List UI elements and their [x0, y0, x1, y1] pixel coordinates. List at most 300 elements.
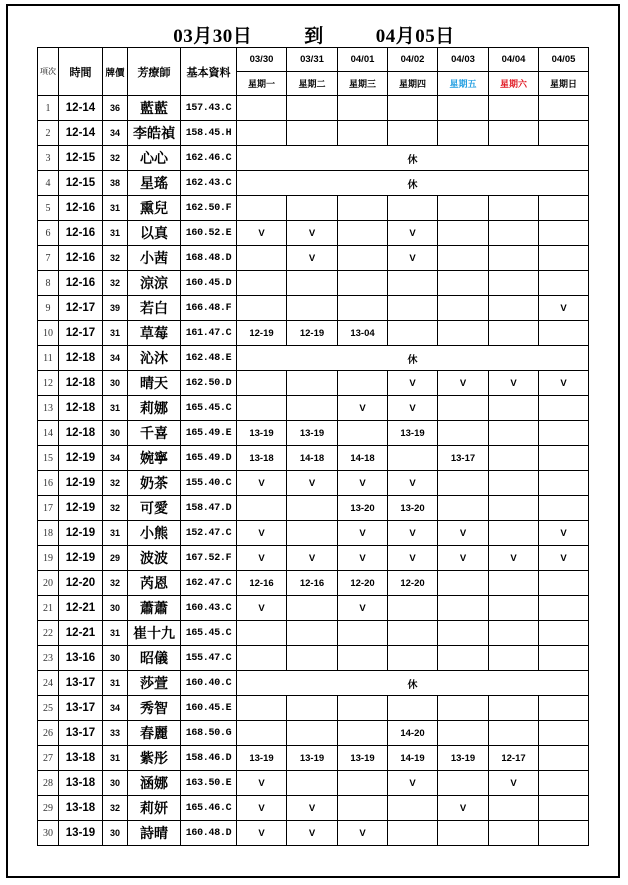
row-index: 2 — [38, 121, 59, 146]
schedule-cell[interactable] — [237, 496, 287, 521]
schedule-cell[interactable] — [539, 396, 589, 421]
schedule-cell[interactable]: V — [438, 546, 489, 571]
row-time: 12-18 — [59, 346, 103, 371]
schedule-cell[interactable] — [438, 696, 489, 721]
row-index: 16 — [38, 471, 59, 496]
header-index: 項次 — [38, 48, 59, 96]
schedule-cell[interactable] — [237, 371, 287, 396]
row-time: 12-19 — [59, 471, 103, 496]
schedule-cell[interactable]: V — [388, 546, 438, 571]
schedule-cell[interactable] — [438, 571, 489, 596]
row-basic-info: 165.45.C — [181, 396, 237, 421]
day-off-cell: 休 — [237, 346, 589, 371]
schedule-cell[interactable]: V — [338, 396, 388, 421]
row-basic-info: 165.45.C — [181, 621, 237, 646]
schedule-cell[interactable] — [338, 296, 388, 321]
header-therapist: 芳療師 — [128, 48, 181, 96]
schedule-cell[interactable]: 12-16 — [237, 571, 287, 596]
row-price: 31 — [103, 746, 128, 771]
schedule-cell[interactable] — [539, 121, 589, 146]
row-index: 17 — [38, 496, 59, 521]
row-price: 34 — [103, 696, 128, 721]
row-therapist-name: 莉妍 — [128, 796, 181, 821]
schedule-cell[interactable] — [237, 96, 287, 121]
row-time: 12-18 — [59, 396, 103, 421]
schedule-cell[interactable]: 14-20 — [388, 721, 438, 746]
schedule-cell[interactable] — [388, 596, 438, 621]
row-basic-info: 161.47.C — [181, 321, 237, 346]
schedule-cell[interactable] — [287, 496, 338, 521]
row-price: 31 — [103, 196, 128, 221]
schedule-cell[interactable] — [338, 696, 388, 721]
schedule-cell[interactable] — [438, 421, 489, 446]
row-index: 3 — [38, 146, 59, 171]
row-basic-info: 157.43.C — [181, 96, 237, 121]
row-price: 31 — [103, 621, 128, 646]
schedule-cell[interactable] — [489, 596, 539, 621]
schedule-cell[interactable] — [438, 121, 489, 146]
row-index: 25 — [38, 696, 59, 721]
schedule-cell[interactable]: V — [438, 371, 489, 396]
schedule-cell[interactable]: V — [287, 221, 338, 246]
table-row — [38, 771, 589, 796]
row-price: 29 — [103, 546, 128, 571]
schedule-cell[interactable] — [338, 96, 388, 121]
row-basic-info: 160.43.C — [181, 596, 237, 621]
schedule-cell[interactable] — [489, 196, 539, 221]
row-basic-info: 162.50.F — [181, 196, 237, 221]
row-basic-info: 168.48.D — [181, 246, 237, 271]
schedule-cell[interactable] — [388, 321, 438, 346]
schedule-cell[interactable] — [287, 371, 338, 396]
schedule-cell[interactable] — [287, 721, 338, 746]
row-therapist-name: 以真 — [128, 221, 181, 246]
schedule-cell[interactable] — [237, 271, 287, 296]
row-therapist-name: 崔十九 — [128, 621, 181, 646]
schedule-cell[interactable] — [539, 446, 589, 471]
schedule-cell[interactable]: V — [237, 596, 287, 621]
schedule-cell[interactable] — [338, 121, 388, 146]
row-basic-info: 168.50.G — [181, 721, 237, 746]
row-therapist-name: 涼涼 — [128, 271, 181, 296]
schedule-cell[interactable] — [287, 621, 338, 646]
schedule-cell[interactable] — [539, 471, 589, 496]
schedule-cell[interactable]: V — [287, 546, 338, 571]
row-index: 14 — [38, 421, 59, 446]
schedule-cell[interactable] — [237, 196, 287, 221]
schedule-cell[interactable]: V — [338, 471, 388, 496]
schedule-cell[interactable]: V — [539, 371, 589, 396]
schedule-cell[interactable] — [388, 121, 438, 146]
row-time: 12-15 — [59, 171, 103, 196]
schedule-cell[interactable]: 14-18 — [338, 446, 388, 471]
schedule-cell[interactable] — [438, 321, 489, 346]
schedule-cell[interactable]: V — [388, 471, 438, 496]
schedule-cell[interactable]: V — [287, 796, 338, 821]
row-index: 21 — [38, 596, 59, 621]
schedule-cell[interactable] — [338, 621, 388, 646]
row-index: 13 — [38, 396, 59, 421]
schedule-cell[interactable]: V — [237, 771, 287, 796]
schedule-cell[interactable]: 13-19 — [237, 421, 287, 446]
row-price: 30 — [103, 646, 128, 671]
row-basic-info: 155.47.C — [181, 646, 237, 671]
row-therapist-name: 芮恩 — [128, 571, 181, 596]
schedule-cell[interactable]: V — [237, 521, 287, 546]
schedule-cell[interactable]: 13-19 — [338, 746, 388, 771]
schedule-cell[interactable]: 13-19 — [438, 746, 489, 771]
row-index: 24 — [38, 671, 59, 696]
schedule-cell[interactable] — [489, 296, 539, 321]
schedule-cell[interactable] — [489, 696, 539, 721]
schedule-cell[interactable]: 14-18 — [287, 446, 338, 471]
schedule-cell[interactable]: 14-19 — [388, 746, 438, 771]
schedule-title — [0, 20, 628, 48]
schedule-cell[interactable] — [388, 196, 438, 221]
header-date: 04/03 — [438, 48, 489, 72]
schedule-cell[interactable] — [287, 771, 338, 796]
schedule-cell[interactable] — [539, 496, 589, 521]
header-weekday: 星期日 — [539, 72, 589, 96]
row-therapist-name: 波波 — [128, 546, 181, 571]
schedule-cell[interactable]: V — [489, 371, 539, 396]
schedule-cell[interactable] — [287, 296, 338, 321]
schedule-cell[interactable]: 13-19 — [287, 746, 338, 771]
row-time: 12-14 — [59, 96, 103, 121]
row-price: 30 — [103, 421, 128, 446]
schedule-cell[interactable] — [388, 696, 438, 721]
row-time: 13-16 — [59, 646, 103, 671]
schedule-cell[interactable]: 13-19 — [287, 421, 338, 446]
row-price: 33 — [103, 721, 128, 746]
schedule-cell[interactable]: V — [237, 796, 287, 821]
schedule-cell[interactable]: V — [388, 371, 438, 396]
row-time: 12-18 — [59, 371, 103, 396]
header-price: 牌價 — [103, 48, 128, 96]
schedule-cell[interactable]: V — [338, 821, 388, 846]
schedule-cell[interactable] — [489, 321, 539, 346]
schedule-cell[interactable] — [338, 196, 388, 221]
schedule-cell[interactable] — [388, 796, 438, 821]
schedule-cell[interactable] — [237, 696, 287, 721]
schedule-cell[interactable] — [338, 221, 388, 246]
table-row — [38, 121, 589, 146]
row-price: 34 — [103, 121, 128, 146]
schedule-cell[interactable]: V — [388, 521, 438, 546]
schedule-cell[interactable] — [489, 646, 539, 671]
schedule-cell[interactable]: V — [388, 221, 438, 246]
table-row — [38, 546, 589, 571]
row-therapist-name: 春麗 — [128, 721, 181, 746]
schedule-cell[interactable]: 13-20 — [388, 496, 438, 521]
header-date: 04/01 — [338, 48, 388, 72]
row-therapist-name: 可愛 — [128, 496, 181, 521]
schedule-cell[interactable] — [539, 246, 589, 271]
table-row — [38, 96, 589, 121]
schedule-cell[interactable] — [388, 646, 438, 671]
row-basic-info: 160.48.D — [181, 821, 237, 846]
row-time: 12-19 — [59, 496, 103, 521]
row-therapist-name: 紫彤 — [128, 746, 181, 771]
schedule-cell[interactable] — [489, 721, 539, 746]
table-header — [38, 48, 589, 96]
row-price: 31 — [103, 321, 128, 346]
schedule-cell[interactable] — [539, 771, 589, 796]
schedule-cell[interactable] — [539, 271, 589, 296]
schedule-cell[interactable] — [539, 421, 589, 446]
schedule-cell[interactable] — [438, 196, 489, 221]
schedule-cell[interactable] — [388, 271, 438, 296]
table-row — [38, 271, 589, 296]
table-row — [38, 446, 589, 471]
schedule-cell[interactable]: V — [438, 521, 489, 546]
row-price: 36 — [103, 96, 128, 121]
schedule-cell[interactable] — [287, 121, 338, 146]
schedule-cell[interactable] — [539, 646, 589, 671]
schedule-cell[interactable]: 13-17 — [438, 446, 489, 471]
row-basic-info: 160.45.D — [181, 271, 237, 296]
table-row — [38, 296, 589, 321]
row-basic-info: 152.47.C — [181, 521, 237, 546]
schedule-cell[interactable] — [539, 321, 589, 346]
schedule-cell[interactable]: V — [237, 821, 287, 846]
schedule-cell[interactable] — [489, 96, 539, 121]
schedule-cell[interactable] — [539, 96, 589, 121]
schedule-cell[interactable] — [388, 621, 438, 646]
schedule-cell[interactable] — [237, 646, 287, 671]
schedule-cell[interactable]: V — [388, 246, 438, 271]
schedule-cell[interactable]: 13-19 — [237, 746, 287, 771]
table-row — [38, 521, 589, 546]
schedule-cell[interactable] — [287, 596, 338, 621]
schedule-cell[interactable] — [438, 771, 489, 796]
table-row — [38, 171, 589, 196]
row-time: 12-16 — [59, 221, 103, 246]
row-index: 18 — [38, 521, 59, 546]
schedule-cell[interactable] — [539, 721, 589, 746]
schedule-cell[interactable]: 13-18 — [237, 446, 287, 471]
schedule-cell[interactable] — [489, 421, 539, 446]
schedule-cell[interactable] — [338, 271, 388, 296]
schedule-cell[interactable] — [237, 296, 287, 321]
schedule-cell[interactable] — [338, 246, 388, 271]
schedule-cell[interactable] — [438, 96, 489, 121]
table-row — [38, 371, 589, 396]
row-time: 12-17 — [59, 296, 103, 321]
table-row — [38, 796, 589, 821]
schedule-cell[interactable] — [287, 646, 338, 671]
row-therapist-name: 小茜 — [128, 246, 181, 271]
schedule-cell[interactable] — [489, 396, 539, 421]
table-row — [38, 571, 589, 596]
schedule-cell[interactable]: V — [287, 471, 338, 496]
header-info: 基本資料 — [181, 48, 237, 96]
schedule-cell[interactable]: 13-19 — [388, 421, 438, 446]
row-basic-info: 162.50.D — [181, 371, 237, 396]
row-time: 12-21 — [59, 596, 103, 621]
row-index: 29 — [38, 796, 59, 821]
schedule-cell[interactable]: V — [539, 296, 589, 321]
row-price: 30 — [103, 771, 128, 796]
schedule-cell[interactable] — [438, 596, 489, 621]
schedule-cell[interactable] — [237, 396, 287, 421]
day-off-cell: 休 — [237, 146, 589, 171]
schedule-cell[interactable] — [237, 121, 287, 146]
schedule-cell[interactable] — [489, 821, 539, 846]
schedule-cell[interactable] — [489, 446, 539, 471]
schedule-cell[interactable]: V — [338, 596, 388, 621]
title-start-date: 03月30日 — [173, 26, 253, 47]
row-price: 32 — [103, 571, 128, 596]
schedule-cell[interactable] — [539, 571, 589, 596]
schedule-cell[interactable]: V — [539, 521, 589, 546]
schedule-cell[interactable]: V — [338, 521, 388, 546]
schedule-cell[interactable] — [438, 221, 489, 246]
schedule-cell[interactable] — [438, 471, 489, 496]
schedule-cell[interactable]: 12-16 — [287, 571, 338, 596]
table-row — [38, 396, 589, 421]
schedule-cell[interactable] — [489, 271, 539, 296]
schedule-cell[interactable]: V — [287, 821, 338, 846]
table-row — [38, 696, 589, 721]
header-date: 04/04 — [489, 48, 539, 72]
row-price: 31 — [103, 671, 128, 696]
schedule-cell[interactable] — [338, 421, 388, 446]
row-therapist-name: 莉娜 — [128, 396, 181, 421]
schedule-cell[interactable] — [438, 396, 489, 421]
schedule-cell[interactable] — [287, 396, 338, 421]
schedule-cell[interactable] — [287, 271, 338, 296]
row-price: 32 — [103, 146, 128, 171]
row-index: 6 — [38, 221, 59, 246]
table-row — [38, 646, 589, 671]
row-index: 23 — [38, 646, 59, 671]
schedule-cell[interactable] — [338, 771, 388, 796]
schedule-cell[interactable] — [388, 96, 438, 121]
schedule-cell[interactable]: V — [338, 546, 388, 571]
schedule-cell[interactable] — [338, 646, 388, 671]
row-basic-info: 155.40.C — [181, 471, 237, 496]
schedule-cell[interactable] — [287, 696, 338, 721]
row-price: 32 — [103, 796, 128, 821]
schedule-cell[interactable] — [338, 721, 388, 746]
schedule-cell[interactable]: 12-20 — [338, 571, 388, 596]
schedule-cell[interactable] — [489, 121, 539, 146]
schedule-cell[interactable]: V — [539, 546, 589, 571]
schedule-cell[interactable] — [338, 371, 388, 396]
schedule-cell[interactable] — [237, 246, 287, 271]
header-date: 03/31 — [287, 48, 338, 72]
schedule-cell[interactable]: V — [489, 546, 539, 571]
schedule-cell[interactable] — [489, 496, 539, 521]
row-therapist-name: 奶茶 — [128, 471, 181, 496]
schedule-cell[interactable] — [438, 621, 489, 646]
schedule-cell[interactable] — [539, 796, 589, 821]
schedule-cell[interactable] — [489, 246, 539, 271]
schedule-cell[interactable] — [438, 271, 489, 296]
row-therapist-name: 草莓 — [128, 321, 181, 346]
row-index: 5 — [38, 196, 59, 221]
day-off-cell: 休 — [237, 671, 589, 696]
schedule-cell[interactable] — [438, 646, 489, 671]
schedule-table — [37, 47, 589, 846]
schedule-cell[interactable]: V — [438, 796, 489, 821]
schedule-cell[interactable] — [539, 596, 589, 621]
row-therapist-name: 秀智 — [128, 696, 181, 721]
schedule-cell[interactable] — [438, 246, 489, 271]
schedule-cell[interactable] — [287, 96, 338, 121]
schedule-cell[interactable] — [438, 721, 489, 746]
row-therapist-name: 若白 — [128, 296, 181, 321]
schedule-cell[interactable] — [438, 496, 489, 521]
schedule-cell[interactable]: V — [489, 771, 539, 796]
schedule-cell[interactable]: 12-17 — [489, 746, 539, 771]
schedule-cell[interactable] — [539, 196, 589, 221]
row-basic-info: 165.49.E — [181, 421, 237, 446]
row-therapist-name: 晴天 — [128, 371, 181, 396]
schedule-cell[interactable] — [438, 821, 489, 846]
schedule-cell[interactable]: 13-04 — [338, 321, 388, 346]
row-time: 12-15 — [59, 146, 103, 171]
row-basic-info: 162.43.C — [181, 171, 237, 196]
schedule-cell[interactable]: V — [287, 246, 338, 271]
table-row — [38, 146, 589, 171]
schedule-cell[interactable] — [489, 521, 539, 546]
schedule-cell[interactable] — [438, 296, 489, 321]
row-basic-info: 165.49.D — [181, 446, 237, 471]
schedule-cell[interactable] — [539, 221, 589, 246]
header-date: 03/30 — [237, 48, 287, 72]
row-index: 27 — [38, 746, 59, 771]
schedule-cell[interactable] — [489, 571, 539, 596]
schedule-cell[interactable] — [237, 621, 287, 646]
schedule-cell[interactable] — [287, 196, 338, 221]
schedule-cell[interactable] — [388, 446, 438, 471]
schedule-cell[interactable]: V — [237, 471, 287, 496]
row-price: 30 — [103, 821, 128, 846]
schedule-cell[interactable]: V — [237, 546, 287, 571]
schedule-cell[interactable] — [539, 621, 589, 646]
schedule-cell[interactable]: V — [388, 396, 438, 421]
row-index: 4 — [38, 171, 59, 196]
row-therapist-name: 熏兒 — [128, 196, 181, 221]
schedule-cell[interactable] — [338, 796, 388, 821]
row-price: 32 — [103, 496, 128, 521]
schedule-cell[interactable] — [388, 296, 438, 321]
row-therapist-name: 心心 — [128, 146, 181, 171]
schedule-cell[interactable] — [539, 746, 589, 771]
schedule-cell[interactable]: 13-20 — [338, 496, 388, 521]
schedule-cell[interactable] — [287, 521, 338, 546]
schedule-cell[interactable]: 12-20 — [388, 571, 438, 596]
schedule-cell[interactable] — [539, 696, 589, 721]
row-price: 38 — [103, 171, 128, 196]
row-therapist-name: 詩晴 — [128, 821, 181, 846]
schedule-cell[interactable]: 12-19 — [287, 321, 338, 346]
schedule-cell[interactable]: V — [237, 221, 287, 246]
schedule-cell[interactable]: V — [388, 771, 438, 796]
schedule-cell[interactable] — [489, 471, 539, 496]
schedule-cell[interactable] — [539, 821, 589, 846]
schedule-cell[interactable] — [489, 621, 539, 646]
schedule-cell[interactable] — [237, 721, 287, 746]
schedule-cell[interactable] — [489, 221, 539, 246]
row-time: 12-18 — [59, 421, 103, 446]
schedule-cell[interactable] — [489, 796, 539, 821]
row-price: 32 — [103, 246, 128, 271]
schedule-cell[interactable]: 12-19 — [237, 321, 287, 346]
schedule-cell[interactable] — [388, 821, 438, 846]
